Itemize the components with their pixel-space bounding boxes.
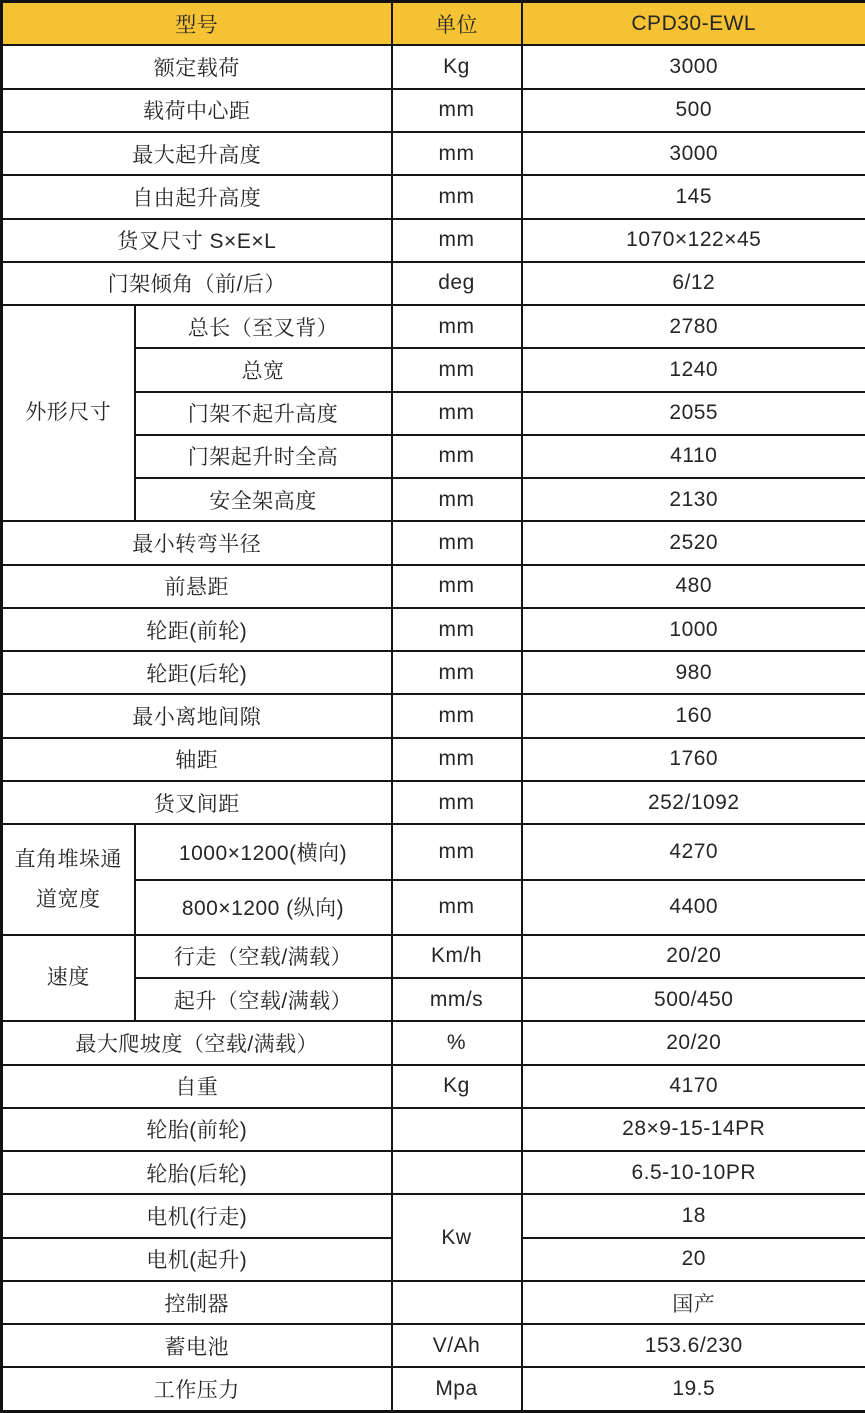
unit-cell: Mpa	[392, 1367, 522, 1411]
spec-row	[2, 935, 865, 978]
value-cell: 160	[522, 694, 865, 737]
value-cell: 4170	[522, 1065, 865, 1108]
spec-row	[2, 521, 865, 564]
unit-cell: mm	[392, 305, 522, 348]
unit-cell: mm	[392, 824, 522, 879]
header-row	[2, 2, 865, 46]
value-cell: 4400	[522, 880, 865, 935]
unit-cell: mm	[392, 175, 522, 218]
spec-label: 货叉间距	[2, 781, 392, 824]
spec-label: 最小离地间隙	[2, 694, 392, 737]
unit-cell: Kg	[392, 1065, 522, 1108]
spec-row	[2, 1065, 865, 1108]
value-cell: 4110	[522, 435, 865, 478]
spec-label: 自重	[2, 1065, 392, 1108]
value-cell: 500	[522, 89, 865, 132]
spec-row	[2, 132, 865, 175]
unit-cell: Km/h	[392, 935, 522, 978]
unit-cell: V/Ah	[392, 1324, 522, 1367]
spec-label: 最小转弯半径	[2, 521, 392, 564]
value-cell: 1000	[522, 608, 865, 651]
unit-cell: mm/s	[392, 978, 522, 1021]
spec-label: 最大爬坡度（空载/满载）	[2, 1021, 392, 1064]
unit-cell: mm	[392, 738, 522, 781]
spec-label: 载荷中心距	[2, 89, 392, 132]
value-cell: 2520	[522, 521, 865, 564]
value-cell: 6/12	[522, 262, 865, 305]
spec-row	[2, 1021, 865, 1064]
unit-cell: mm	[392, 608, 522, 651]
unit-cell: mm	[392, 348, 522, 391]
model-value-header: CPD30-EWL	[522, 2, 865, 46]
spec-row	[2, 1281, 865, 1324]
spec-row	[2, 651, 865, 694]
value-cell: 18	[522, 1194, 865, 1237]
unit-cell: mm	[392, 651, 522, 694]
unit-cell: mm	[392, 781, 522, 824]
spec-label: 蓄电池	[2, 1324, 392, 1367]
value-cell: 252/1092	[522, 781, 865, 824]
unit-cell: mm	[392, 880, 522, 935]
unit-cell: mm	[392, 89, 522, 132]
spec-label: 轮胎(前轮)	[2, 1108, 392, 1151]
spec-sublabel: 门架不起升高度	[135, 392, 392, 435]
spec-row	[2, 565, 865, 608]
spec-label: 货叉尺寸 S×E×L	[2, 219, 392, 262]
model-column-header: 型号	[2, 2, 392, 46]
value-cell: 980	[522, 651, 865, 694]
value-cell: 国产	[522, 1281, 865, 1324]
spec-label: 轴距	[2, 738, 392, 781]
spec-label: 前悬距	[2, 565, 392, 608]
spec-row	[2, 219, 865, 262]
value-cell: 4270	[522, 824, 865, 879]
spec-row	[2, 694, 865, 737]
spec-row	[2, 305, 865, 348]
unit-cell: mm	[392, 132, 522, 175]
spec-row	[2, 262, 865, 305]
value-cell: 480	[522, 565, 865, 608]
unit-cell: %	[392, 1021, 522, 1064]
value-cell: 1760	[522, 738, 865, 781]
spec-sublabel: 总长（至叉背）	[135, 305, 392, 348]
value-cell: 20/20	[522, 935, 865, 978]
spec-sublabel: 安全架高度	[135, 478, 392, 521]
spec-sublabel: 1000×1200(横向)	[135, 824, 392, 879]
spec-row	[2, 1324, 865, 1367]
spec-row	[2, 738, 865, 781]
spec-row	[2, 608, 865, 651]
spec-row	[2, 824, 865, 879]
spec-sublabel: 总宽	[135, 348, 392, 391]
unit-cell: mm	[392, 565, 522, 608]
spec-label: 控制器	[2, 1281, 392, 1324]
group-label-dimensions: 外形尺寸	[2, 305, 135, 521]
spec-row	[2, 175, 865, 218]
unit-cell: mm	[392, 435, 522, 478]
unit-cell: mm	[392, 219, 522, 262]
value-cell: 20/20	[522, 1021, 865, 1064]
value-cell: 6.5-10-10PR	[522, 1151, 865, 1194]
spec-label: 额定载荷	[2, 45, 392, 88]
spec-row	[2, 1108, 865, 1151]
group-label-aisle: 直角堆垛通道宽度	[2, 824, 135, 935]
unit-cell: mm	[392, 392, 522, 435]
unit-cell: mm	[392, 478, 522, 521]
value-cell: 2780	[522, 305, 865, 348]
spec-label: 工作压力	[2, 1367, 392, 1411]
value-cell: 20	[522, 1238, 865, 1281]
unit-cell-motors: Kw	[392, 1194, 522, 1281]
value-cell: 2130	[522, 478, 865, 521]
spec-label: 轮距(后轮)	[2, 651, 392, 694]
spec-label: 电机(起升)	[2, 1238, 392, 1281]
unit-cell: mm	[392, 694, 522, 737]
unit-cell	[392, 1108, 522, 1151]
value-cell: 1240	[522, 348, 865, 391]
spec-row	[2, 1151, 865, 1194]
value-cell: 28×9-15-14PR	[522, 1108, 865, 1151]
unit-cell	[392, 1281, 522, 1324]
spec-row	[2, 89, 865, 132]
spec-label: 轮胎(后轮)	[2, 1151, 392, 1194]
group-label-speed: 速度	[2, 935, 135, 1022]
spec-sublabel: 起升（空载/满载）	[135, 978, 392, 1021]
spec-label: 电机(行走)	[2, 1194, 392, 1237]
unit-cell: deg	[392, 262, 522, 305]
value-cell: 3000	[522, 45, 865, 88]
spec-row	[2, 1194, 865, 1237]
spec-sublabel: 800×1200 (纵向)	[135, 880, 392, 935]
value-cell: 145	[522, 175, 865, 218]
unit-column-header: 单位	[392, 2, 522, 46]
value-cell: 1070×122×45	[522, 219, 865, 262]
spec-row	[2, 781, 865, 824]
unit-cell	[392, 1151, 522, 1194]
value-cell: 153.6/230	[522, 1324, 865, 1367]
spec-row	[2, 45, 865, 88]
value-cell: 19.5	[522, 1367, 865, 1411]
spec-label: 门架倾角（前/后）	[2, 262, 392, 305]
spec-label: 自由起升高度	[2, 175, 392, 218]
value-cell: 500/450	[522, 978, 865, 1021]
spec-row	[2, 1367, 865, 1411]
spec-sublabel: 行走（空载/满载）	[135, 935, 392, 978]
value-cell: 2055	[522, 392, 865, 435]
unit-cell: Kg	[392, 45, 522, 88]
unit-cell: mm	[392, 521, 522, 564]
value-cell: 3000	[522, 132, 865, 175]
spec-label: 轮距(前轮)	[2, 608, 392, 651]
spec-sublabel: 门架起升时全高	[135, 435, 392, 478]
spec-label: 最大起升高度	[2, 132, 392, 175]
